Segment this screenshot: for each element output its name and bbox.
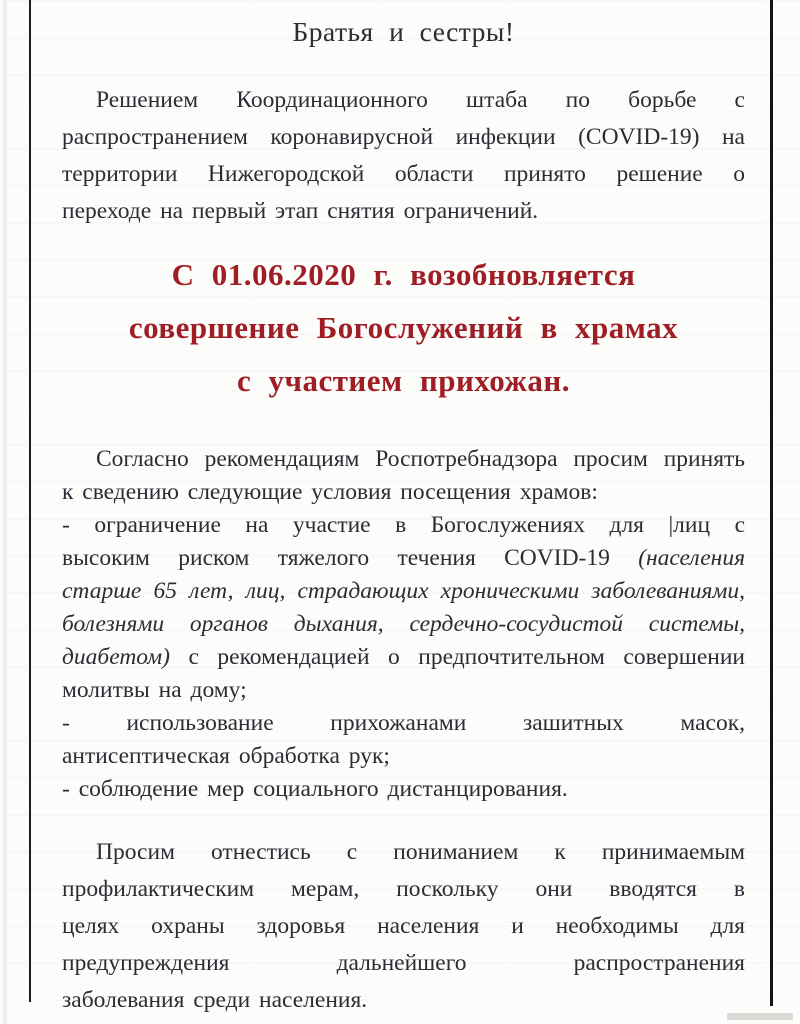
text-segment: - использование прихожанами зашитных масок, <box>62 710 745 736</box>
text-segment: целях охраны здоровья населения и необходимы для <box>62 913 745 939</box>
text-line <box>62 193 745 230</box>
page-border-right <box>770 0 773 1006</box>
text-line <box>62 575 745 608</box>
text-segment: распространением коронавирусной инфекции (COVID-19) на <box>62 124 745 150</box>
text-segment: Просим отнестись с пониманием к принимаемым <box>96 839 745 865</box>
scan-streak <box>3 0 7 1024</box>
text-line <box>62 354 745 407</box>
text-segment: территории Нижегородской области принято решение о <box>62 161 745 187</box>
text-line <box>62 119 745 156</box>
text-line <box>62 82 745 119</box>
intro-paragraph <box>62 82 745 230</box>
text-line <box>62 248 745 301</box>
text-segment: молитвы на дому; <box>62 677 247 703</box>
visiting-conditions <box>62 443 745 806</box>
italic-text-segment: болезнями органов дыхания, сердечно-сосудистой системы, <box>62 611 745 637</box>
text-line <box>62 773 745 806</box>
text-line <box>62 871 745 908</box>
text-segment: совершение Богослужений в храмах <box>128 310 679 345</box>
text-segment: Согласно рекомендациям Роспотребнадзора просим принять <box>96 446 745 472</box>
text-segment: предупреждения дальнейшего распространения <box>62 950 745 976</box>
text-segment: переходе на первый этап снятия ограничений. <box>62 198 539 224</box>
italic-text-segment: диабетом) <box>62 644 170 670</box>
text-line <box>62 707 745 740</box>
document-body <box>62 82 745 1019</box>
closing-paragraph <box>62 834 745 1019</box>
text-line <box>62 509 745 542</box>
text-line <box>62 674 745 707</box>
text-segment: С 01.06.2020 г. возобновляется <box>171 257 636 292</box>
page-border-left <box>29 0 31 1002</box>
text-segment: Решением Координационного штаба по борьбе с <box>96 87 745 113</box>
text-segment: - ограничение на участие в Богослужениях для |лиц с <box>62 512 745 538</box>
text-line <box>62 908 745 945</box>
text-line <box>62 982 745 1019</box>
text-line <box>62 641 745 674</box>
text-line <box>62 608 745 641</box>
text-segment: к сведению следующие условия посещения храмов: <box>62 479 598 505</box>
text-line <box>62 476 745 509</box>
text-line <box>62 740 745 773</box>
text-line <box>62 156 745 193</box>
text-segment: с участием прихожан. <box>236 363 571 398</box>
text-line <box>62 834 745 871</box>
document-content <box>62 0 745 1019</box>
text-line <box>62 945 745 982</box>
page-title: Братья и сестры! <box>292 16 515 47</box>
text-segment: с рекомендацией о предпочтительном совершении <box>169 644 745 670</box>
text-line <box>62 542 745 575</box>
text-line <box>62 443 745 476</box>
text-line <box>62 301 745 354</box>
text-segment: антисептическая обработка рук; <box>62 743 390 769</box>
scan-corner-artifact <box>727 1013 793 1020</box>
text-segment: профилактическим мерам, поскольку они вводятся в <box>62 876 745 902</box>
text-segment: высоким риском тяжелого течения COVID-19 <box>62 545 639 571</box>
italic-text-segment: старше 65 лет, лиц, страдающих хроническими заболеваниями, <box>62 578 745 604</box>
text-segment: - соблюдение мер социального дистанцирования. <box>62 776 568 802</box>
text-segment: заболевания среди населения. <box>62 987 368 1013</box>
announcement-heading <box>62 248 745 407</box>
italic-text-segment: (населения <box>638 545 745 571</box>
